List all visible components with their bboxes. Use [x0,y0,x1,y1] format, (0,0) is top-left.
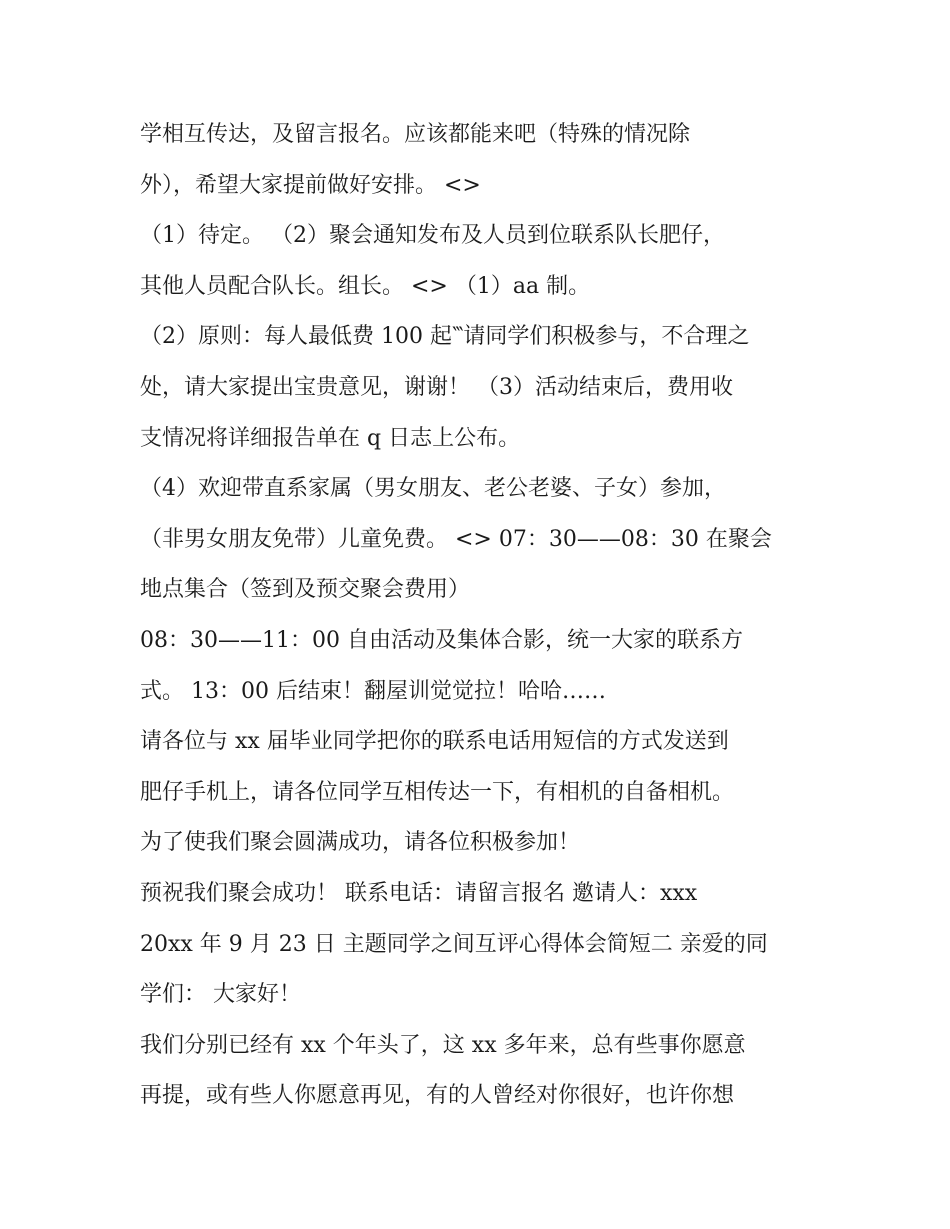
text-line: 请各位与 xx 届毕业同学把你的联系电话用短信的方式发送到 [140,729,729,755]
text-line: 学相互传达，及留言报名。应该都能来吧（特殊的情况除 [140,122,691,147]
text-line: 再提，或有些人你愿意再见，有的人曾经对你很好，也许你想 [140,1083,735,1109]
text-line: 肥仔手机上，请各位同学互相传达一下，有相机的自备相机。 [140,779,735,805]
text-line: 20xx 年 9 月 23 日 主题同学之间互评心得体会简短二 亲爱的同 [140,931,768,957]
text-line: （4）欢迎带直系家属（男女朋友、老公老婆、子女）参加， [140,476,726,502]
text-line: 学们： 大家好！ [140,982,301,1008]
text-line: 地点集合（签到及预交聚会费用） [140,577,471,603]
body-text [140,110,840,1122]
text-line: 式。 13：00 后结束！翻屋训觉觉拉！哈哈…… [140,678,606,704]
text-line: （1）待定。 （2）聚会通知发布及人员到位联系队长肥仔， [140,223,725,249]
text-line: 预祝我们聚会成功！ 联系电话：请留言报名 邀请人：xxx [140,880,698,906]
text-line: 08：30——11：00 自由活动及集体合影，统一大家的联系方 [140,627,743,653]
text-line: 我们分别已经有 xx 个年头了，这 xx 多年来，总有些事你愿意 [140,1032,746,1058]
text-line: 为了使我们聚会圆满成功，请各位积极参加！ [140,830,581,856]
text-line: 支情况将详细报告单在 q 日志上公布。 [140,425,521,451]
text-line: 外），希望大家提前做好安排。 <> [140,172,481,198]
text-line: （2）原则：每人最低费 100 起‷请同学们积极参与，不合理之 [140,324,750,350]
text-line: （非男女朋友免带）儿童免费。 <> 07：30——08：30 在聚会 [140,526,772,552]
text-line: 其他人员配合队长。组长。 <> （1）aa 制。 [140,273,591,299]
text-line: 处，请大家提出宝贵意见，谢谢！ （3）活动结束后，费用收 [140,374,733,400]
